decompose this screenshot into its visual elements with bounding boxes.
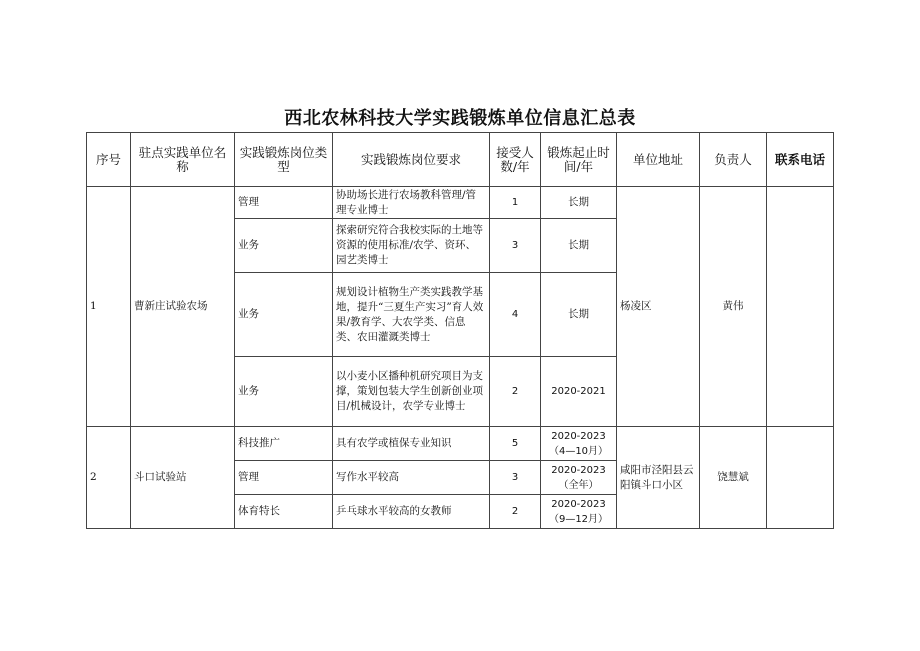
unit-address: 杨凌区 — [617, 187, 700, 427]
header-phone: 联系电话 — [767, 133, 834, 187]
unit-phone — [767, 427, 834, 529]
table-row — [87, 187, 834, 219]
unit-person: 饶慧斌 — [700, 427, 767, 529]
post-type: 科技推广 — [235, 427, 333, 461]
header-count: 接受人数/年 — [490, 133, 541, 187]
unit-address: 咸阳市泾阳县云阳镇斗口小区 — [617, 427, 700, 529]
accept-count: 3 — [490, 219, 541, 273]
header-post-req: 实践锻炼岗位要求 — [333, 133, 490, 187]
unit-phone — [767, 187, 834, 427]
accept-count: 2 — [490, 495, 541, 529]
unit-name: 斗口试验站 — [131, 427, 235, 529]
post-type: 业务 — [235, 357, 333, 427]
header-person: 负责人 — [700, 133, 767, 187]
header-seq: 序号 — [87, 133, 131, 187]
post-type: 业务 — [235, 273, 333, 357]
header-post-type: 实践锻炼岗位类型 — [235, 133, 333, 187]
period: 2020-2023（9—12月） — [541, 495, 617, 529]
unit-name: 曹新庄试验农场 — [131, 187, 235, 427]
period: 长期 — [541, 219, 617, 273]
table-row — [87, 427, 834, 461]
post-req: 写作水平较高 — [333, 461, 490, 495]
accept-count: 2 — [490, 357, 541, 427]
post-req: 以小麦小区播种机研究项目为支撑，策划包装大学生创新创业项目/机械设计，农学专业博士 — [333, 357, 490, 427]
header-unit: 驻点实践单位名称 — [131, 133, 235, 187]
post-req: 探索研究符合我校实际的土地等资源的使用标准/农学、资环、园艺类博士 — [333, 219, 490, 273]
accept-count: 5 — [490, 427, 541, 461]
accept-count: 1 — [490, 187, 541, 219]
unit-seq: 1 — [87, 187, 131, 427]
period: 长期 — [541, 273, 617, 357]
period: 2020-2023（4—10月） — [541, 427, 617, 461]
post-type: 业务 — [235, 219, 333, 273]
post-req: 乒乓球水平较高的女教师 — [333, 495, 490, 529]
post-type: 管理 — [235, 461, 333, 495]
period: 2020-2023（全年） — [541, 461, 617, 495]
unit-person: 黄伟 — [700, 187, 767, 427]
post-req: 具有农学或植保专业知识 — [333, 427, 490, 461]
accept-count: 3 — [490, 461, 541, 495]
info-table — [86, 132, 834, 529]
header-period: 锻炼起止时间/年 — [541, 133, 617, 187]
post-type: 体育特长 — [235, 495, 333, 529]
post-req: 规划设计植物生产类实践教学基地，提升“三夏生产实习”育人效果/教育学、大农学类、信息类、农田灌溉类博士 — [333, 273, 490, 357]
page-title: 西北农林科技大学实践锻炼单位信息汇总表 — [284, 108, 636, 129]
header-address: 单位地址 — [617, 133, 700, 187]
post-type: 管理 — [235, 187, 333, 219]
header-row — [87, 133, 834, 187]
unit-seq: 2 — [87, 427, 131, 529]
post-req: 协助场长进行农场教科管理/管理专业博士 — [333, 187, 490, 219]
period: 长期 — [541, 187, 617, 219]
period: 2020-2021 — [541, 357, 617, 427]
accept-count: 4 — [490, 273, 541, 357]
